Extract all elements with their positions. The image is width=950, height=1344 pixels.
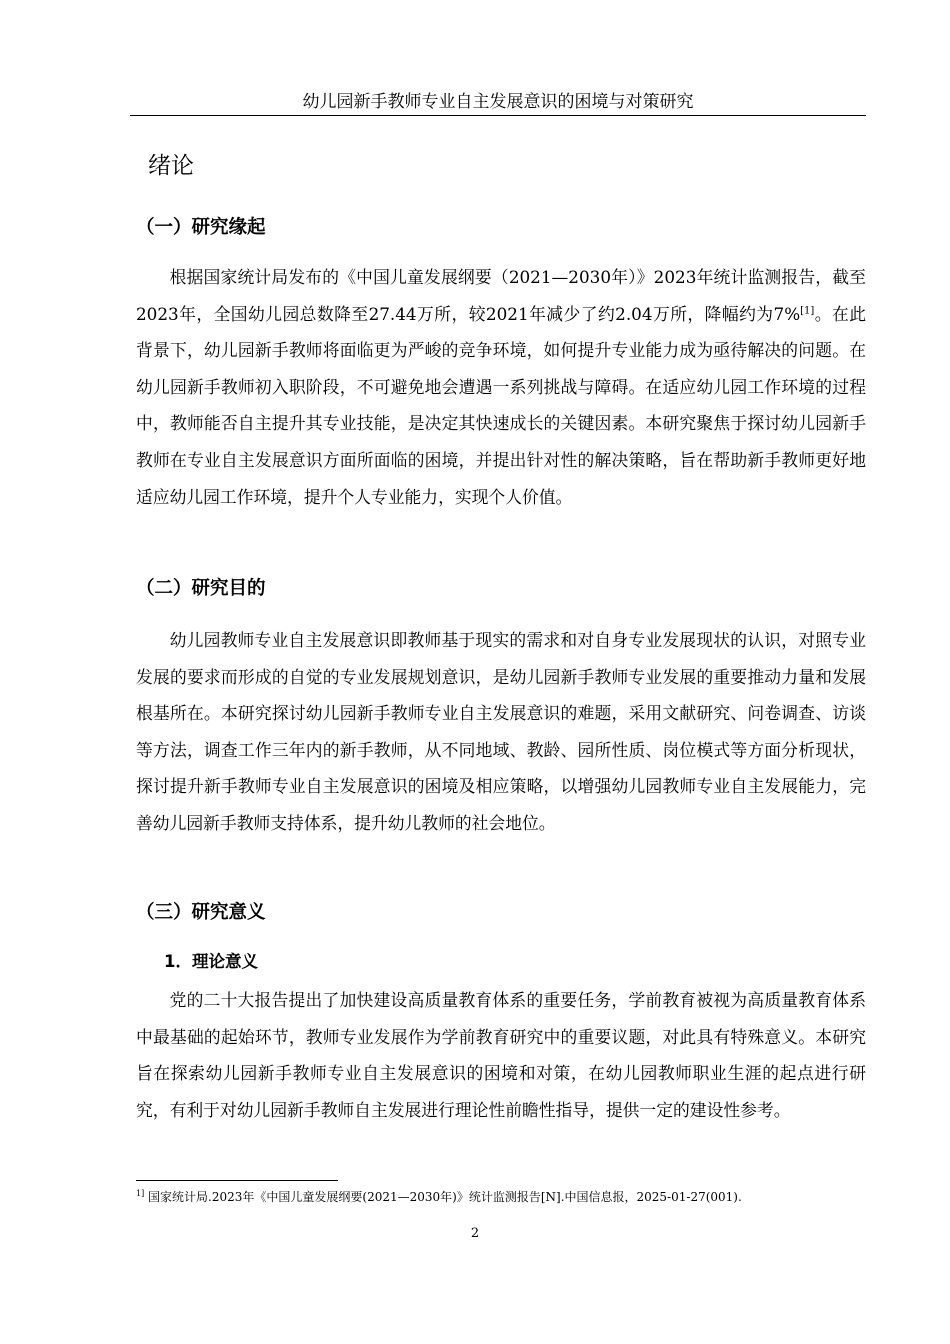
section-paragraph-origin [136, 259, 866, 515]
footnote-separator [136, 1180, 338, 1181]
section-heading-origin: （一）研究缘起 [136, 217, 266, 238]
chapter-title: 绪论 [148, 153, 194, 179]
running-title: 幼儿园新手教师专业自主发展意识的困境与对策研究 [302, 92, 694, 112]
subsection-heading-theory: 1．理论意义 [164, 952, 258, 971]
section-heading-significance: （三）研究意义 [136, 902, 266, 923]
section-heading-purpose: （二）研究目的 [136, 578, 266, 599]
footnote-reference[interactable]: [1] [800, 305, 815, 316]
paragraph-text: 。在此背景下，幼儿园新手教师将面临更为严峻的竞争环境，如何提升专业能力成为亟待解决的问题。在幼儿园新手教师初入职阶段，不可避免地会遭遇一系列挑战与障碍。在适应幼儿园工作环境的过程中，教师能否自主提升其专业技能，是决定其快速成长的关键因素。本研究聚焦于探讨幼儿园新手教师在专业自主发展意识方面所面临的困境，并提出针对性的解决策略，旨在帮助新手教师更好地适应幼儿园工作环境，提升个人专业能力，实现个人价值。 [136, 303, 866, 507]
running-header [130, 91, 866, 116]
footnote [136, 1188, 866, 1206]
page-number: 2 [470, 1226, 480, 1241]
section-paragraph-theory: 党的二十大报告提出了加快建设高质量教育体系的重要任务，学前教育被视为高质量教育体系中最基础的起始环节，教师专业发展作为学前教育研究中的重要议题，对此具有特殊意义。本研究旨在探索幼儿园新手教师专业自主发展意识的困境和对策，在幼儿园教师职业生涯的起点进行研究，有利于对幼儿园新手教师自主发展进行理论性前瞻性指导，提供一定的建设性参考。 [136, 990, 866, 1120]
paragraph-text: 根据国家统计局发布的《中国儿童发展纲要（2021—2030年）》2023年统计监测报告，截至2023年，全国幼儿园总数降至27.44万所，较2021年减少了约2.04万所，降幅约为7% [136, 267, 866, 324]
footnote-text: 国家统计局.2023年《中国儿童发展纲要(2021—2030年)》统计监测报告[N].中国信息报，2025-01-27(001). [148, 1190, 742, 1204]
section-paragraph-purpose: 幼儿园教师专业自主发展意识即教师基于现实的需求和对自身专业发展现状的认识，对照专业发展的要求而形成的自觉的专业发展规划意识，是幼儿园新手教师专业发展的重要推动力量和发展根基所在。本研究探讨幼儿园新手教师专业自主发展意识的难题，采用文献研究、问卷调查、访谈等方法，调查工作三年内的新手教师，从不同地域、教龄、园所性质、岗位模式等方面分析现状，探讨提升新手教师专业自主发展意识的困境及相应策略，以增强幼儿园教师专业自主发展能力，完善幼儿园新手教师支持体系，提升幼儿教师的社会地位。 [136, 630, 866, 833]
footnote-mark: 1] [136, 1189, 145, 1198]
